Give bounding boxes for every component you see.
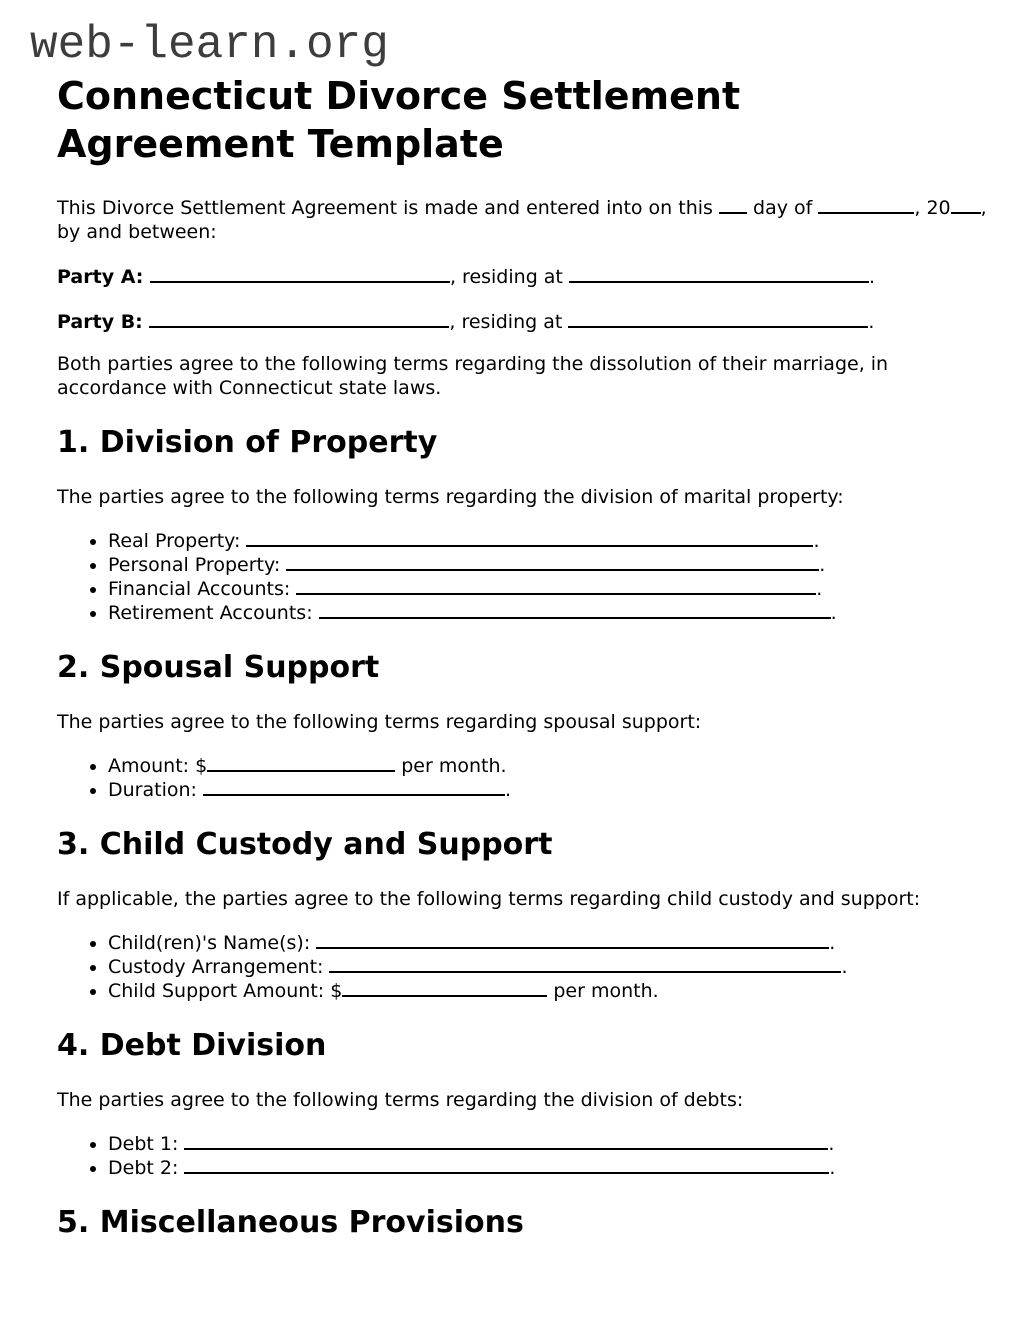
site-logo: web-learn.org <box>30 19 389 71</box>
day-blank-line <box>719 198 747 214</box>
children-names-item <box>108 931 1002 955</box>
child-support-blank-line <box>342 981 547 997</box>
item-label: Duration: <box>108 779 203 801</box>
financial-accounts-item <box>108 577 1002 601</box>
item-label: Amount: $ <box>108 755 208 777</box>
party-a-label: Party A: <box>57 266 150 288</box>
item-label: Child(ren)'s Name(s): <box>108 932 317 954</box>
item-label: Debt 1: <box>108 1133 185 1155</box>
item-suffix: . <box>841 956 848 978</box>
month-blank-line <box>818 198 914 214</box>
party-a-name-blank-line <box>150 267 450 283</box>
duration-blank-line <box>203 780 505 796</box>
section-5-heading: 5. Miscellaneous Provisions <box>57 1205 524 1240</box>
item-suffix: . <box>504 779 512 801</box>
section-2-list <box>57 754 1002 802</box>
party-b-line <box>57 310 1002 334</box>
page-title: Connecticut Divorce Settlement Agreement Template <box>57 74 741 166</box>
intro-text-2: day of <box>746 197 819 219</box>
intro-paragraph <box>57 196 1002 244</box>
item-suffix: . <box>830 602 837 624</box>
duration-item <box>108 778 1002 802</box>
debt-2-item <box>108 1156 1002 1180</box>
retirement-accounts-blank-line <box>319 603 831 619</box>
item-suffix: . <box>828 1133 835 1155</box>
debt-1-blank-line <box>184 1134 828 1150</box>
real-property-item <box>108 529 1002 553</box>
party-b-name-blank-line <box>149 312 449 328</box>
amount-item <box>108 754 1002 778</box>
personal-property-item <box>108 553 1002 577</box>
party-a-line <box>57 265 1002 289</box>
item-suffix: . <box>819 554 826 576</box>
party-b-address-blank-line <box>568 312 868 328</box>
item-suffix: per month. <box>395 755 507 777</box>
section-3-list <box>57 931 1002 1003</box>
section-3-heading: 3. Child Custody and Support <box>57 827 553 862</box>
financial-accounts-blank-line <box>296 579 816 595</box>
section-4-list <box>57 1132 1002 1180</box>
section-1-list <box>57 529 1002 625</box>
section-2-heading: 2. Spousal Support <box>57 650 380 685</box>
real-property-blank-line <box>246 531 813 547</box>
section-2-intro: The parties agree to the following terms regarding spousal support: <box>57 711 702 733</box>
item-label: Custody Arrangement: <box>108 956 330 978</box>
retirement-accounts-item <box>108 601 1002 625</box>
personal-property-blank-line <box>286 555 819 571</box>
agreement-note-paragraph: Both parties agree to the following terms regarding the dissolution of their marriage, in accordance with Connecticut state laws. <box>57 353 889 399</box>
debt-1-item <box>108 1132 1002 1156</box>
item-label: Personal Property: <box>108 554 287 576</box>
item-label: Debt 2: <box>108 1157 185 1179</box>
intro-text-4: , by and between: <box>57 197 987 243</box>
section-1-heading: 1. Division of Property <box>57 425 438 460</box>
custody-arrangement-item <box>108 955 1002 979</box>
item-suffix: . <box>829 1157 836 1179</box>
item-suffix: . <box>813 530 820 552</box>
year-blank-line <box>951 198 981 214</box>
amount-blank-line <box>207 756 395 772</box>
item-label: Retirement Accounts: <box>108 602 319 624</box>
section-4-heading: 4. Debt Division <box>57 1028 327 1063</box>
debt-2-blank-line <box>184 1158 829 1174</box>
item-suffix: . <box>829 932 836 954</box>
item-label: Financial Accounts: <box>108 578 297 600</box>
section-1-intro: The parties agree to the following terms regarding the division of marital property: <box>57 486 844 508</box>
item-suffix: per month. <box>547 980 659 1002</box>
item-label: Child Support Amount: $ <box>108 980 343 1002</box>
intro-text-3: , 20 <box>914 197 951 219</box>
section-3-intro: If applicable, the parties agree to the following terms regarding child custody and support: <box>57 888 921 910</box>
child-support-item <box>108 979 1002 1003</box>
children-names-blank-line <box>316 933 829 949</box>
party-b-period: . <box>868 311 875 333</box>
section-4-intro: The parties agree to the following terms regarding the division of debts: <box>57 1089 744 1111</box>
item-label: Real Property: <box>108 530 247 552</box>
party-b-residing-text: , residing at <box>449 311 569 333</box>
custody-arrangement-blank-line <box>329 957 841 973</box>
party-a-period: . <box>868 266 875 288</box>
item-suffix: . <box>816 578 823 600</box>
party-a-residing-text: , residing at <box>449 266 569 288</box>
party-a-address-blank-line <box>569 267 869 283</box>
intro-text-1: This Divorce Settlement Agreement is made and entered into on this <box>57 197 719 219</box>
party-b-label: Party B: <box>57 311 150 333</box>
